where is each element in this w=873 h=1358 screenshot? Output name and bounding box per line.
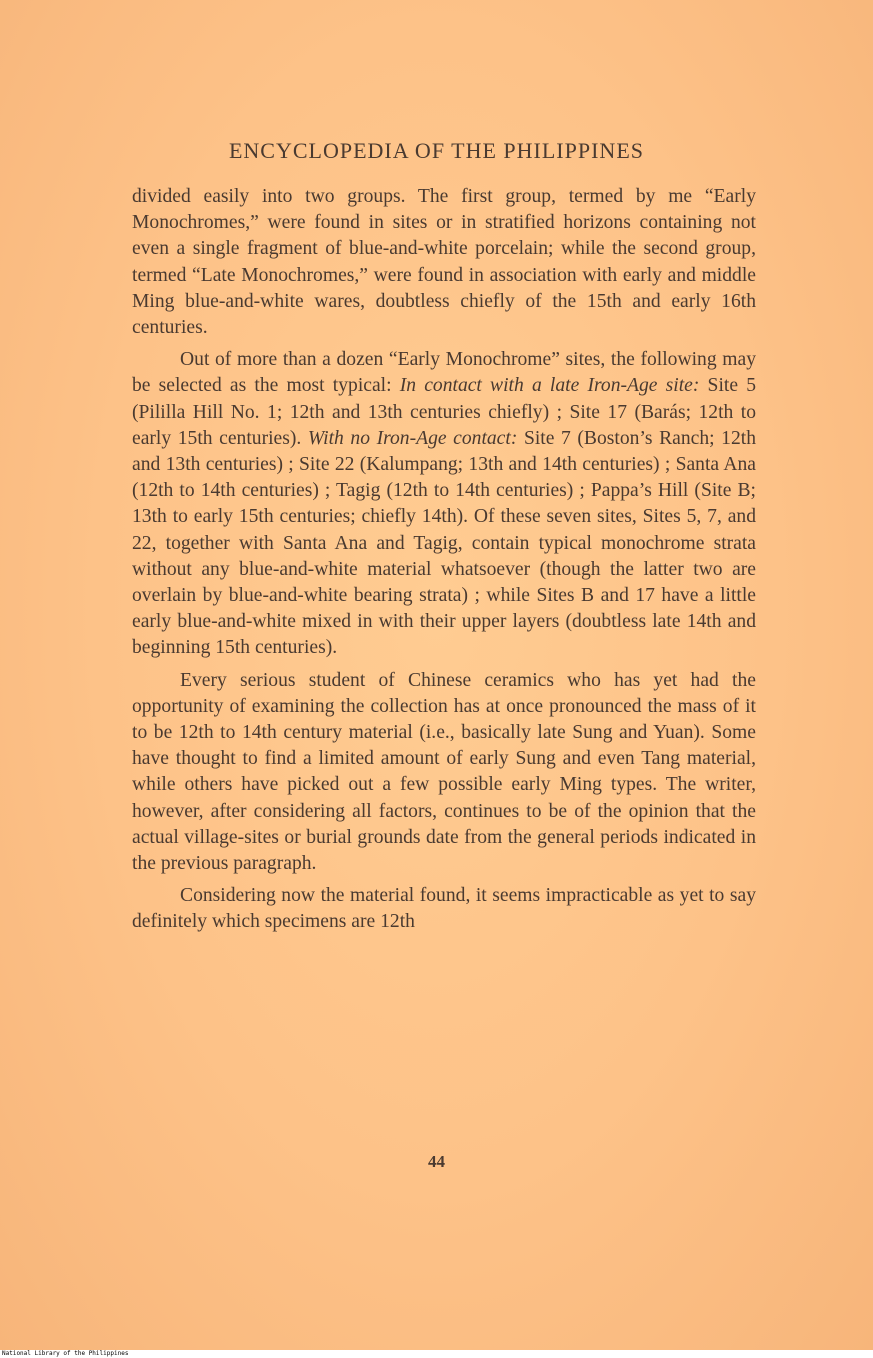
paragraph-1: divided easily into two groups. The first group, termed by me “Early Monochromes,” were found in sites or in stratified horizons containing not even a single fragment of blue-and-white porcelain; while the second group, termed “Late Monochromes,” were found in association with early and middle Ming blue-and-white wares, doubtless chiefly of the 15th and early 16th centuries. [132, 186, 756, 339]
paragraph-2-text-3: Site 7 (Boston’s Ranch; 12th and 13th centuries) ; Site 22 (Kalumpang; 13th and 14th centuries) ; Santa Ana (12th to 14th centuries) ; Tagig (12th to 14th centuries) ; Pappa’s Hill (Site B; 13th to early 15th centuries; chiefly 14th). Of these seven sites, Sites 5, 7, and 22, together with Santa Ana and Tagig, contain typical monochrome strata without any blue-and-white material whatsoever (though the latter two are overlain by blue-and-white bearing strata) ; while Sites B and 17 have a little early blue-and-white mixed in with their upper layers (doubtless late 14th and beginning 15th centuries). [132, 427, 756, 659]
page-number: 44 [428, 1152, 445, 1171]
paragraph-4: Considering now the material found, it seems impracticable as yet to say definitely which specimens are 12th [132, 885, 756, 933]
paragraph-2-text-1: Out of more than a dozen “Early Monochrome” sites, the following may be selected as the most typical: [132, 349, 756, 397]
paragraph-2-text-2: Site 5 (Pililla Hill No. 1; 12th and 13th centuries chiefly) ; Site 17 (Barás; 12th to early 15th centuries). [132, 375, 757, 449]
paragraph-3: Every serious student of Chinese ceramics who has yet had the opportunity of examining the collection has at once pronounced the mass of it to be 12th to 14th century material (i.e., basically late Sung and Yuan). Some have thought to find a limited amount of early Sung and even Tang material, while others have picked out a few possible early Ming types. The writer, however, after considering all factors, continues to be of the opinion that the actual village-sites or burial grounds date from the general periods indicated in the previous paragraph. [132, 669, 756, 875]
library-credit: National Library of the Philippines [2, 1350, 129, 1357]
paragraph-2 [132, 347, 756, 661]
paragraph-2-italic-2: With no Iron-Age contact: [307, 427, 518, 449]
body-text [132, 184, 756, 936]
running-header: ENCYCLOPEDIA OF THE PHILIPPINES [228, 138, 644, 163]
paragraph-2-italic-1: In contact with a late Iron-Age site: [399, 375, 700, 397]
